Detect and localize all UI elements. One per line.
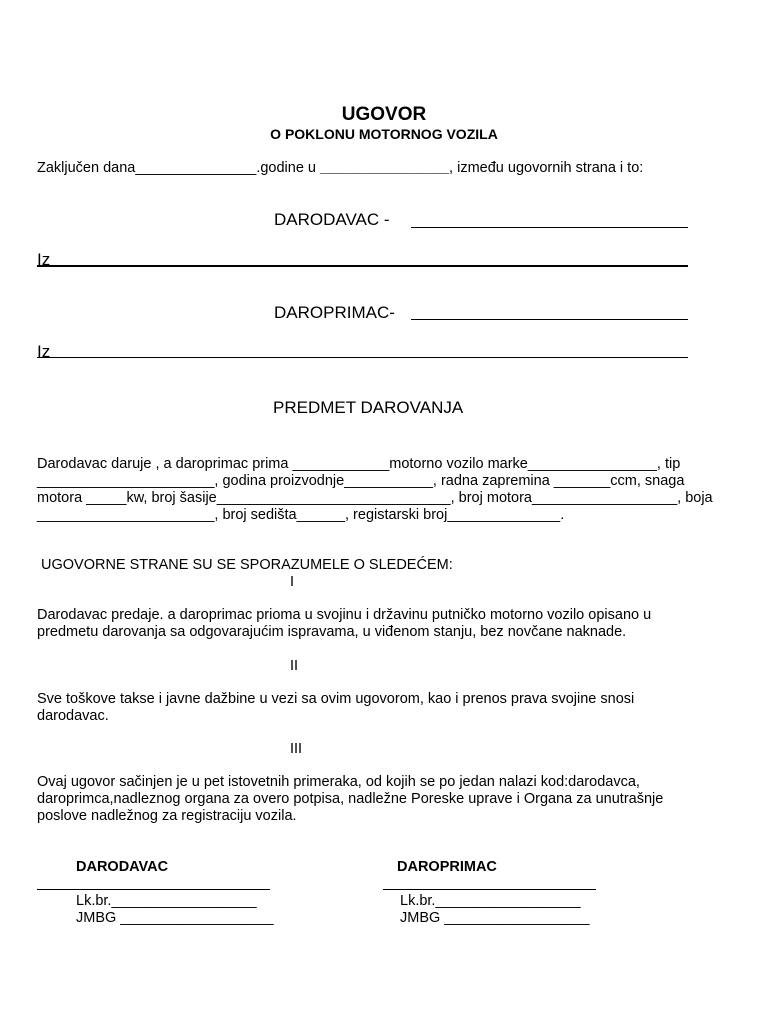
article-number: II [290, 658, 299, 674]
donor-signature-line[interactable] [37, 889, 270, 890]
date-blank[interactable]: _______________ [135, 160, 257, 176]
recipient-signature-heading: DAROPRIMAC [397, 859, 497, 875]
donor-name-line[interactable] [411, 227, 688, 228]
article-text-line: Sve toškove takse i javne dažbine u vezi sa ovim ugovorom, kao i prenos prava svojine snosi [37, 691, 635, 707]
subject-line: Darodavac daruje , a daroprimac prima ____________motorno vozilo marke________________, tip [37, 456, 681, 472]
donor-address-line[interactable] [37, 265, 688, 267]
intro-text-parties: , između ugovornih strana i to: [449, 160, 644, 176]
article-text-line: Ovaj ugovor sačinjen je u pet istovetnih primeraka, od kojih se po jedan nalazi kod:darodavca, [37, 774, 640, 790]
article-text-line: predmetu darovanja sa odgovarajućim ispravama, u viđenom stanju, bez novčane naknade. [37, 624, 627, 640]
donor-from-label: Iz [37, 250, 51, 269]
donor-signature-heading: DARODAVAC [76, 859, 169, 875]
recipient-address-line[interactable] [37, 357, 688, 358]
document-subtitle: O POKLONU MOTORNOG VOZILA [270, 126, 498, 142]
donor-jmbg-field[interactable]: JMBG ___________________ [76, 910, 274, 926]
recipient-signature-line[interactable] [383, 889, 596, 890]
article-text-line: darodavac. [37, 708, 109, 724]
recipient-name-line[interactable] [411, 319, 688, 320]
donor-id-card-field[interactable]: Lk.br.__________________ [76, 893, 257, 909]
subject-line: ______________________, broj sedišta______, registarski broj______________. [37, 507, 565, 523]
subject-line: motora _____kw, broj šasije_____________________________, broj motora__________________, boja [37, 490, 713, 506]
document-title: UGOVOR [341, 104, 427, 125]
recipient-id-card-field[interactable]: Lk.br.__________________ [400, 893, 581, 909]
article-text-line: Darodavac predaje. a daroprimac prioma u svojinu i državinu putničko motorno vozilo opisano u [37, 607, 652, 623]
subject-line: ______________________, godina proizvodnje___________, radna zapremina _______ccm, snaga [37, 473, 685, 489]
recipient-jmbg-field[interactable]: JMBG __________________ [400, 910, 590, 926]
article-number: I [290, 574, 295, 590]
intro-line [37, 160, 643, 176]
intro-text-date: Zaključen dana [37, 160, 136, 176]
agreement-heading: UGOVORNE STRANE SU SE SPORAZUMELE O SLEDEĆEM: [41, 557, 453, 573]
recipient-from-label: Iz [37, 342, 51, 361]
article-number: III [290, 741, 303, 757]
intro-text-place: .godine u [256, 160, 321, 176]
article-text-line: daroprimca,nadleznog organa za overo potpisa, nadležne Poreske uprave i Organa za unutrašnje [37, 791, 664, 807]
article-text-line: poslove nadležnog za registraciju vozila. [37, 808, 297, 824]
subject-heading: PREDMET DAROVANJA [273, 398, 464, 417]
recipient-label: DAROPRIMAC- [274, 303, 395, 322]
donor-label: DARODAVAC - [274, 210, 390, 229]
place-blank[interactable]: ________________ [320, 160, 450, 176]
